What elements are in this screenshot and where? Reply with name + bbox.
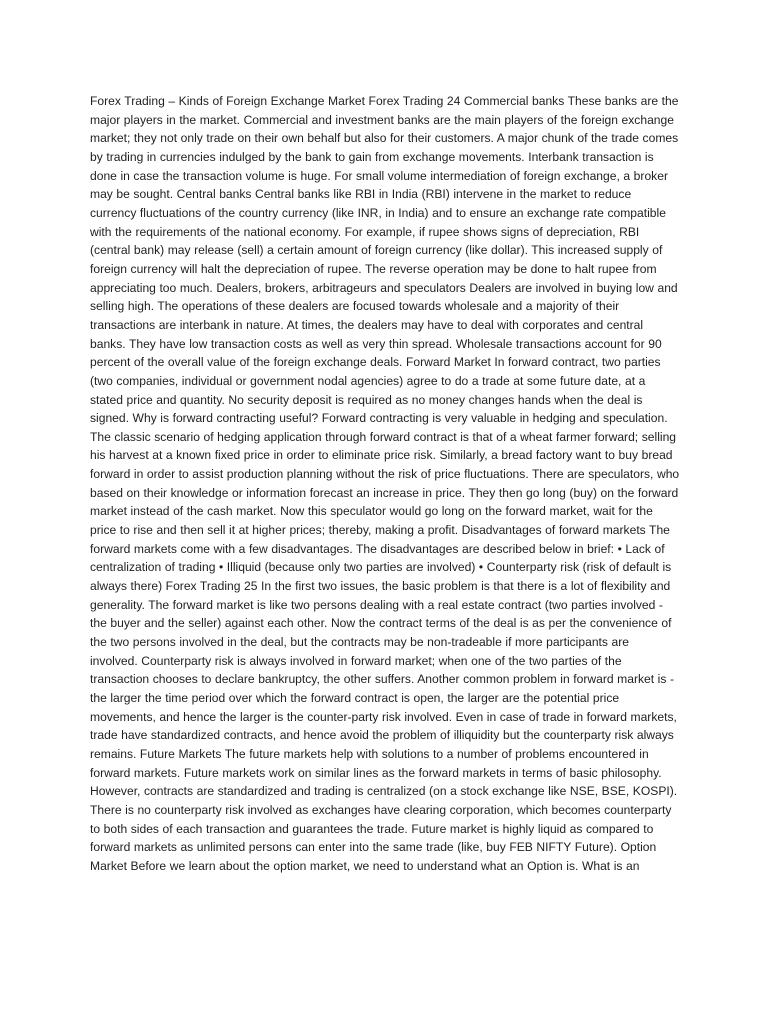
body-text-paragraph: Forex Trading – Kinds of Foreign Exchange Market Forex Trading 24 Commercial banks These banks are the major players in the market. Commercial and investment banks are the main players of the foreign exchange market; they not only trade on their own behalf but also for their customers. A major chunk of the trade comes by trading in currencies indulged by the bank to gain from exchange movements. Interbank transaction is done in case the transaction volume is huge. For small volume intermediation of foreign exchange, a broker may be sought. Central banks Central banks like RBI in India (RBI) intervene in the market to reduce currency fluctuations of the country currency (like INR, in India) and to ensure an exchange rate compatible with the requirements of the national economy. For example, if rupee shows signs of depreciation, RBI (central bank) may release (sell) a certain amount of foreign currency (like dollar). This increased supply of foreign currency will halt the depreciation of rupee. The reverse operation may be done to halt rupee from appreciating too much. Dealers, brokers, arbitrageurs and speculators Dealers are involved in buying low and selling high. The operations of these dealers are focused towards wholesale and a majority of their transactions are interbank in nature. At times, the dealers may have to deal with corporates and central banks. They have low transaction costs as well as very thin spread. Wholesale transactions account for 90 percent of the overall value of the foreign exchange deals. Forward Market In forward contract, two parties (two companies, individual or government nodal agencies) agree to do a trade at some future date, at a stated price and quantity. No security deposit is required as no money changes hands when the deal is signed. Why is forward contracting useful? Forward contracting is very valuable in hedging and speculation. The classic scenario of hedging application through forward contract is that of a wheat farmer forward; selling his harvest at a known fixed price in order to eliminate price risk. Similarly, a bread factory want to buy bread forward in order to assist production planning without the risk of price fluctuations. There are speculators, who based on their knowledge or information forecast an increase in price. They then go long (buy) on the forward market instead of the cash market. Now this speculator would go long on the forward market, wait for the price to rise and then sell it at higher prices; thereby, making a profit. Disadvantages of forward markets The forward markets come with a few disadvantages. The disadvantages are described below in brief: • Lack of centralization of trading • Illiquid (because only two parties are involved) • Counterparty risk (risk of default is always there) Forex Trading 25 In the first two issues, the basic problem is that there is a lot of flexibility and generality. The forward market is like two persons dealing with a real estate contract (two parties involved - the buyer and the seller) against each other. Now the contract terms of the deal is as per the convenience of the two persons involved in the deal, but the contracts may be non-tradeable if more participants are involved. Counterparty risk is always involved in forward market; when one of the two parties of the transaction chooses to declare bankruptcy, the other suffers. Another common problem in forward market is - the larger the time period over which the forward contract is open, the larger are the potential price movements, and hence the larger is the counter-party risk involved. Even in case of trade in forward markets, trade have standardized contracts, and hence avoid the problem of illiquidity but the counterparty risk always remains. Future Markets The future markets help with solutions to a number of problems encountered in forward markets. Future markets work on similar lines as the forward markets in terms of basic philosophy. However, contracts are standardized and trading is centralized (on a stock exchange like NSE, BSE, KOSPI). There is no counterparty risk involved as exchanges have clearing corporation, which becomes counterparty to both sides of each transaction and guarantees the trade. Future market is highly liquid as compared to forward markets as unlimited persons can enter into the same trade (like, buy FEB NIFTY Future). Option Market Before we learn about the option market, we need to understand what an Option is. What is an — [90, 94, 680, 873]
